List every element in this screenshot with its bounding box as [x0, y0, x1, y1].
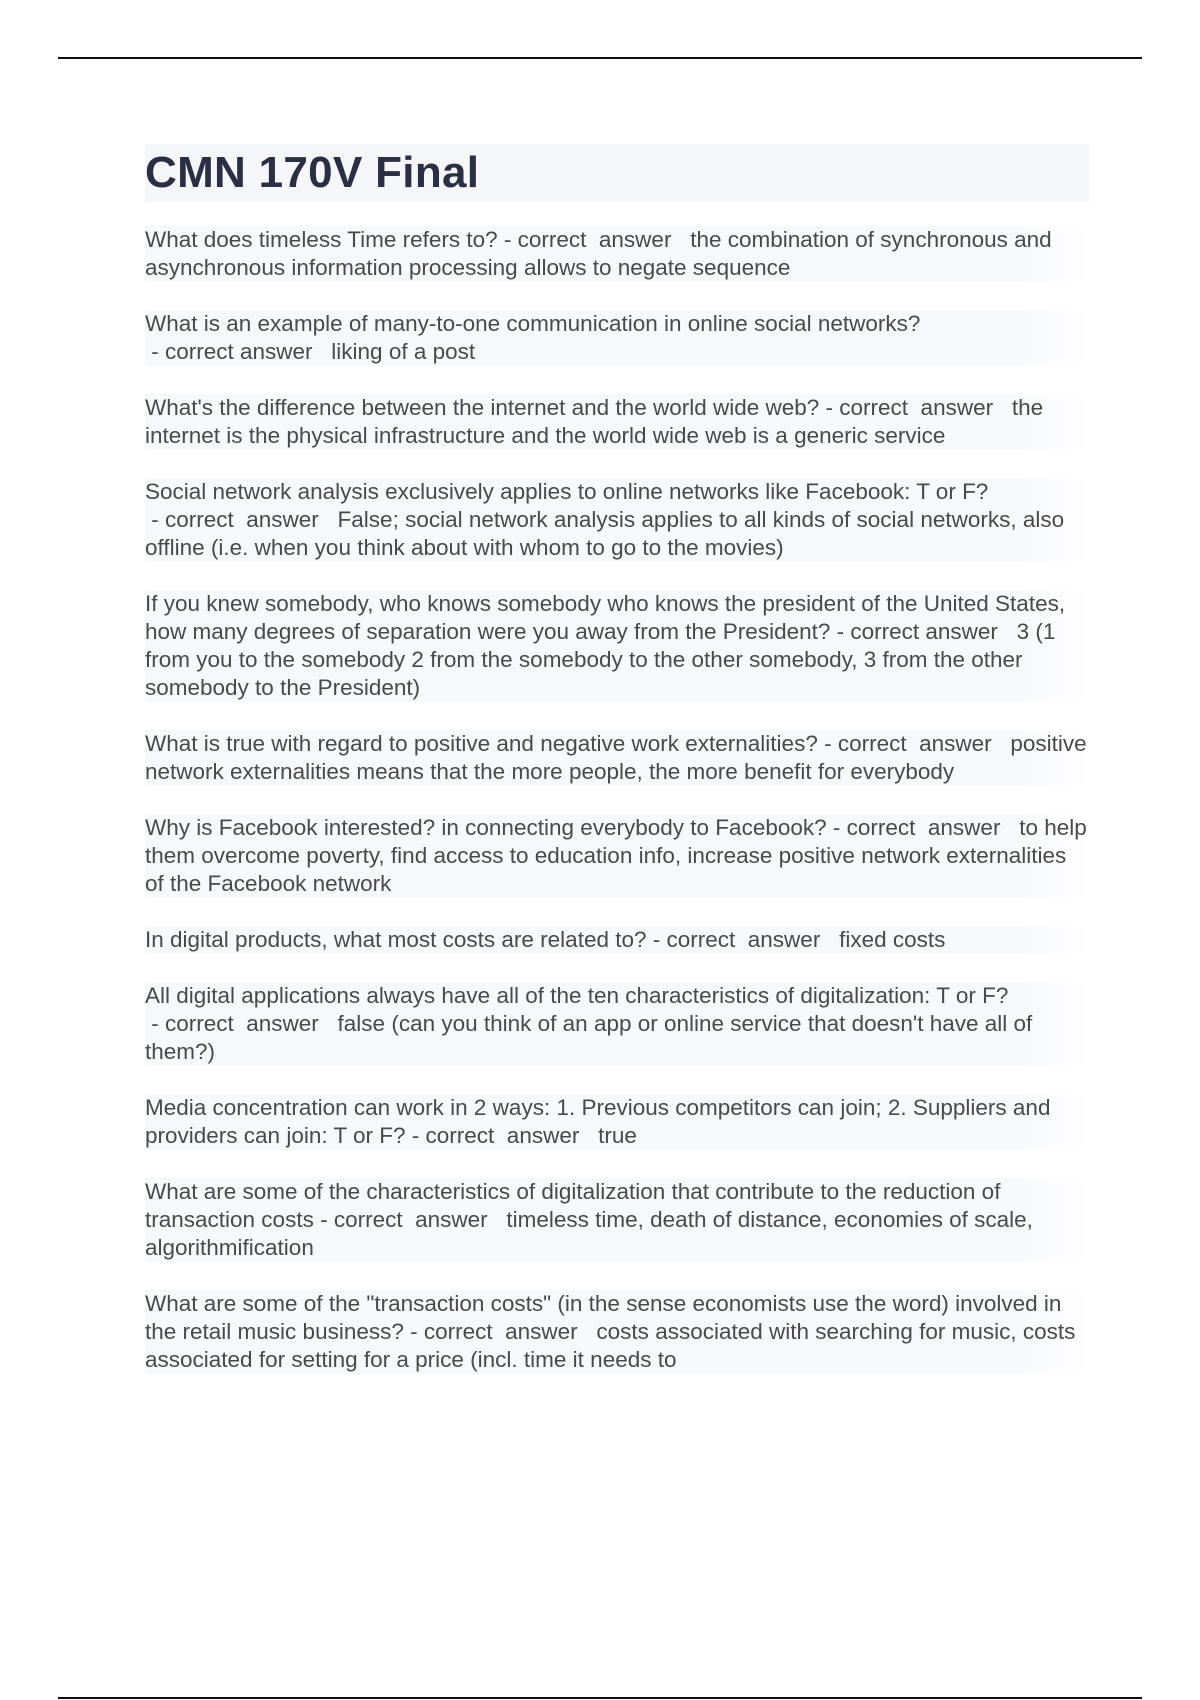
answer-separator: - correct answer — [817, 731, 1011, 756]
answer-text: the combination of synchronous and asynchronous information processing allows to negate sequence — [145, 227, 1052, 280]
answer-text: timeless time, death of distance, economies of scale, algorithmification — [145, 1207, 1033, 1260]
qa-item — [145, 310, 1089, 366]
qa-item — [145, 814, 1089, 898]
qa-item — [145, 394, 1089, 450]
answer-separator: - correct answer — [145, 507, 338, 532]
answer-text: costs associated with searching for music, costs associated for setting for a price (incl. time it needs to — [145, 1319, 1076, 1372]
answer-text: true — [598, 1123, 637, 1148]
answer-separator: - correct answer — [145, 339, 332, 364]
answer-text: positive network externalities means that the more people, the more benefit for everybody — [145, 731, 1087, 784]
question-text: In digital products, what most costs are related to? — [145, 927, 647, 952]
question-text: What is true with regard to positive and negative work externalities? — [145, 731, 818, 756]
answer-separator: - correct answer — [819, 395, 1012, 420]
answer-separator: - correct answer — [826, 815, 1020, 840]
answer-text: fixed costs — [839, 927, 946, 952]
header-rule — [58, 57, 1142, 59]
qa-item — [145, 1094, 1089, 1150]
answer-text: the internet is the physical infrastructure and the world wide web is a generic service — [145, 395, 1044, 448]
answer-text: false (can you think of an app or online service that doesn't have all of them?) — [145, 1011, 1033, 1064]
answer-text: 3 (1 from you to the somebody 2 from the somebody to the other somebody, 3 from the other somebody to the President) — [145, 619, 1056, 700]
question-text: What are some of the characteristics of digitalization that contribute to the reduction of transaction costs — [145, 1179, 1001, 1232]
qa-item — [145, 226, 1089, 282]
question-text: Why is Facebook interested? in connecting everybody to Facebook? — [145, 815, 827, 840]
question-text: What is an example of many-to-one communication in online social networks? — [145, 311, 921, 336]
question-text: What does timeless Time refers to? — [145, 227, 498, 252]
answer-separator: - correct answer — [405, 1123, 599, 1148]
question-text: Social network analysis exclusively applies to online networks like Facebook: T or F? — [145, 479, 989, 504]
answer-separator: - correct answer — [403, 1319, 597, 1344]
answer-separator: - correct answer — [145, 1011, 338, 1036]
question-text: What are some of the "transaction costs" (in the sense economists use the word) involved in the retail music business? — [145, 1291, 1062, 1344]
qa-list — [145, 226, 1089, 1374]
answer-text: liking of a post — [331, 339, 476, 364]
qa-item — [145, 1290, 1089, 1374]
question-text: If you knew somebody, who knows somebody who knows the president of the United States, how many degrees of separation were you away from the President? — [145, 591, 1066, 644]
answer-separator: - correct answer — [313, 1207, 507, 1232]
answer-separator: - correct answer — [497, 227, 691, 252]
title-bar — [145, 144, 1089, 202]
qa-item — [145, 926, 1089, 954]
answer-text: to help them overcome poverty, find access to education info, increase positive network externalities of the Facebook network — [145, 815, 1087, 896]
question-text: What's the difference between the internet and the world wide web? — [145, 395, 820, 420]
answer-separator: - correct answer — [646, 927, 840, 952]
document-body — [145, 144, 1089, 1374]
question-text: All digital applications always have all of the ten characteristics of digitalization: T or F? — [145, 983, 1009, 1008]
footer-rule — [58, 1697, 1142, 1699]
qa-item — [145, 730, 1089, 786]
qa-item — [145, 1178, 1089, 1262]
qa-item — [145, 590, 1089, 702]
document-title: CMN 170V Final — [145, 148, 480, 197]
answer-separator: - correct answer — [830, 619, 1017, 644]
qa-item — [145, 982, 1089, 1066]
question-text: Media concentration can work in 2 ways: 1. Previous competitors can join; 2. Suppliers and providers can join: T or F? — [145, 1095, 1051, 1148]
qa-item — [145, 478, 1089, 562]
answer-text: False; social network analysis applies to all kinds of social networks, also offline (i.e. when you think about with whom to go to the movies) — [145, 507, 1065, 560]
